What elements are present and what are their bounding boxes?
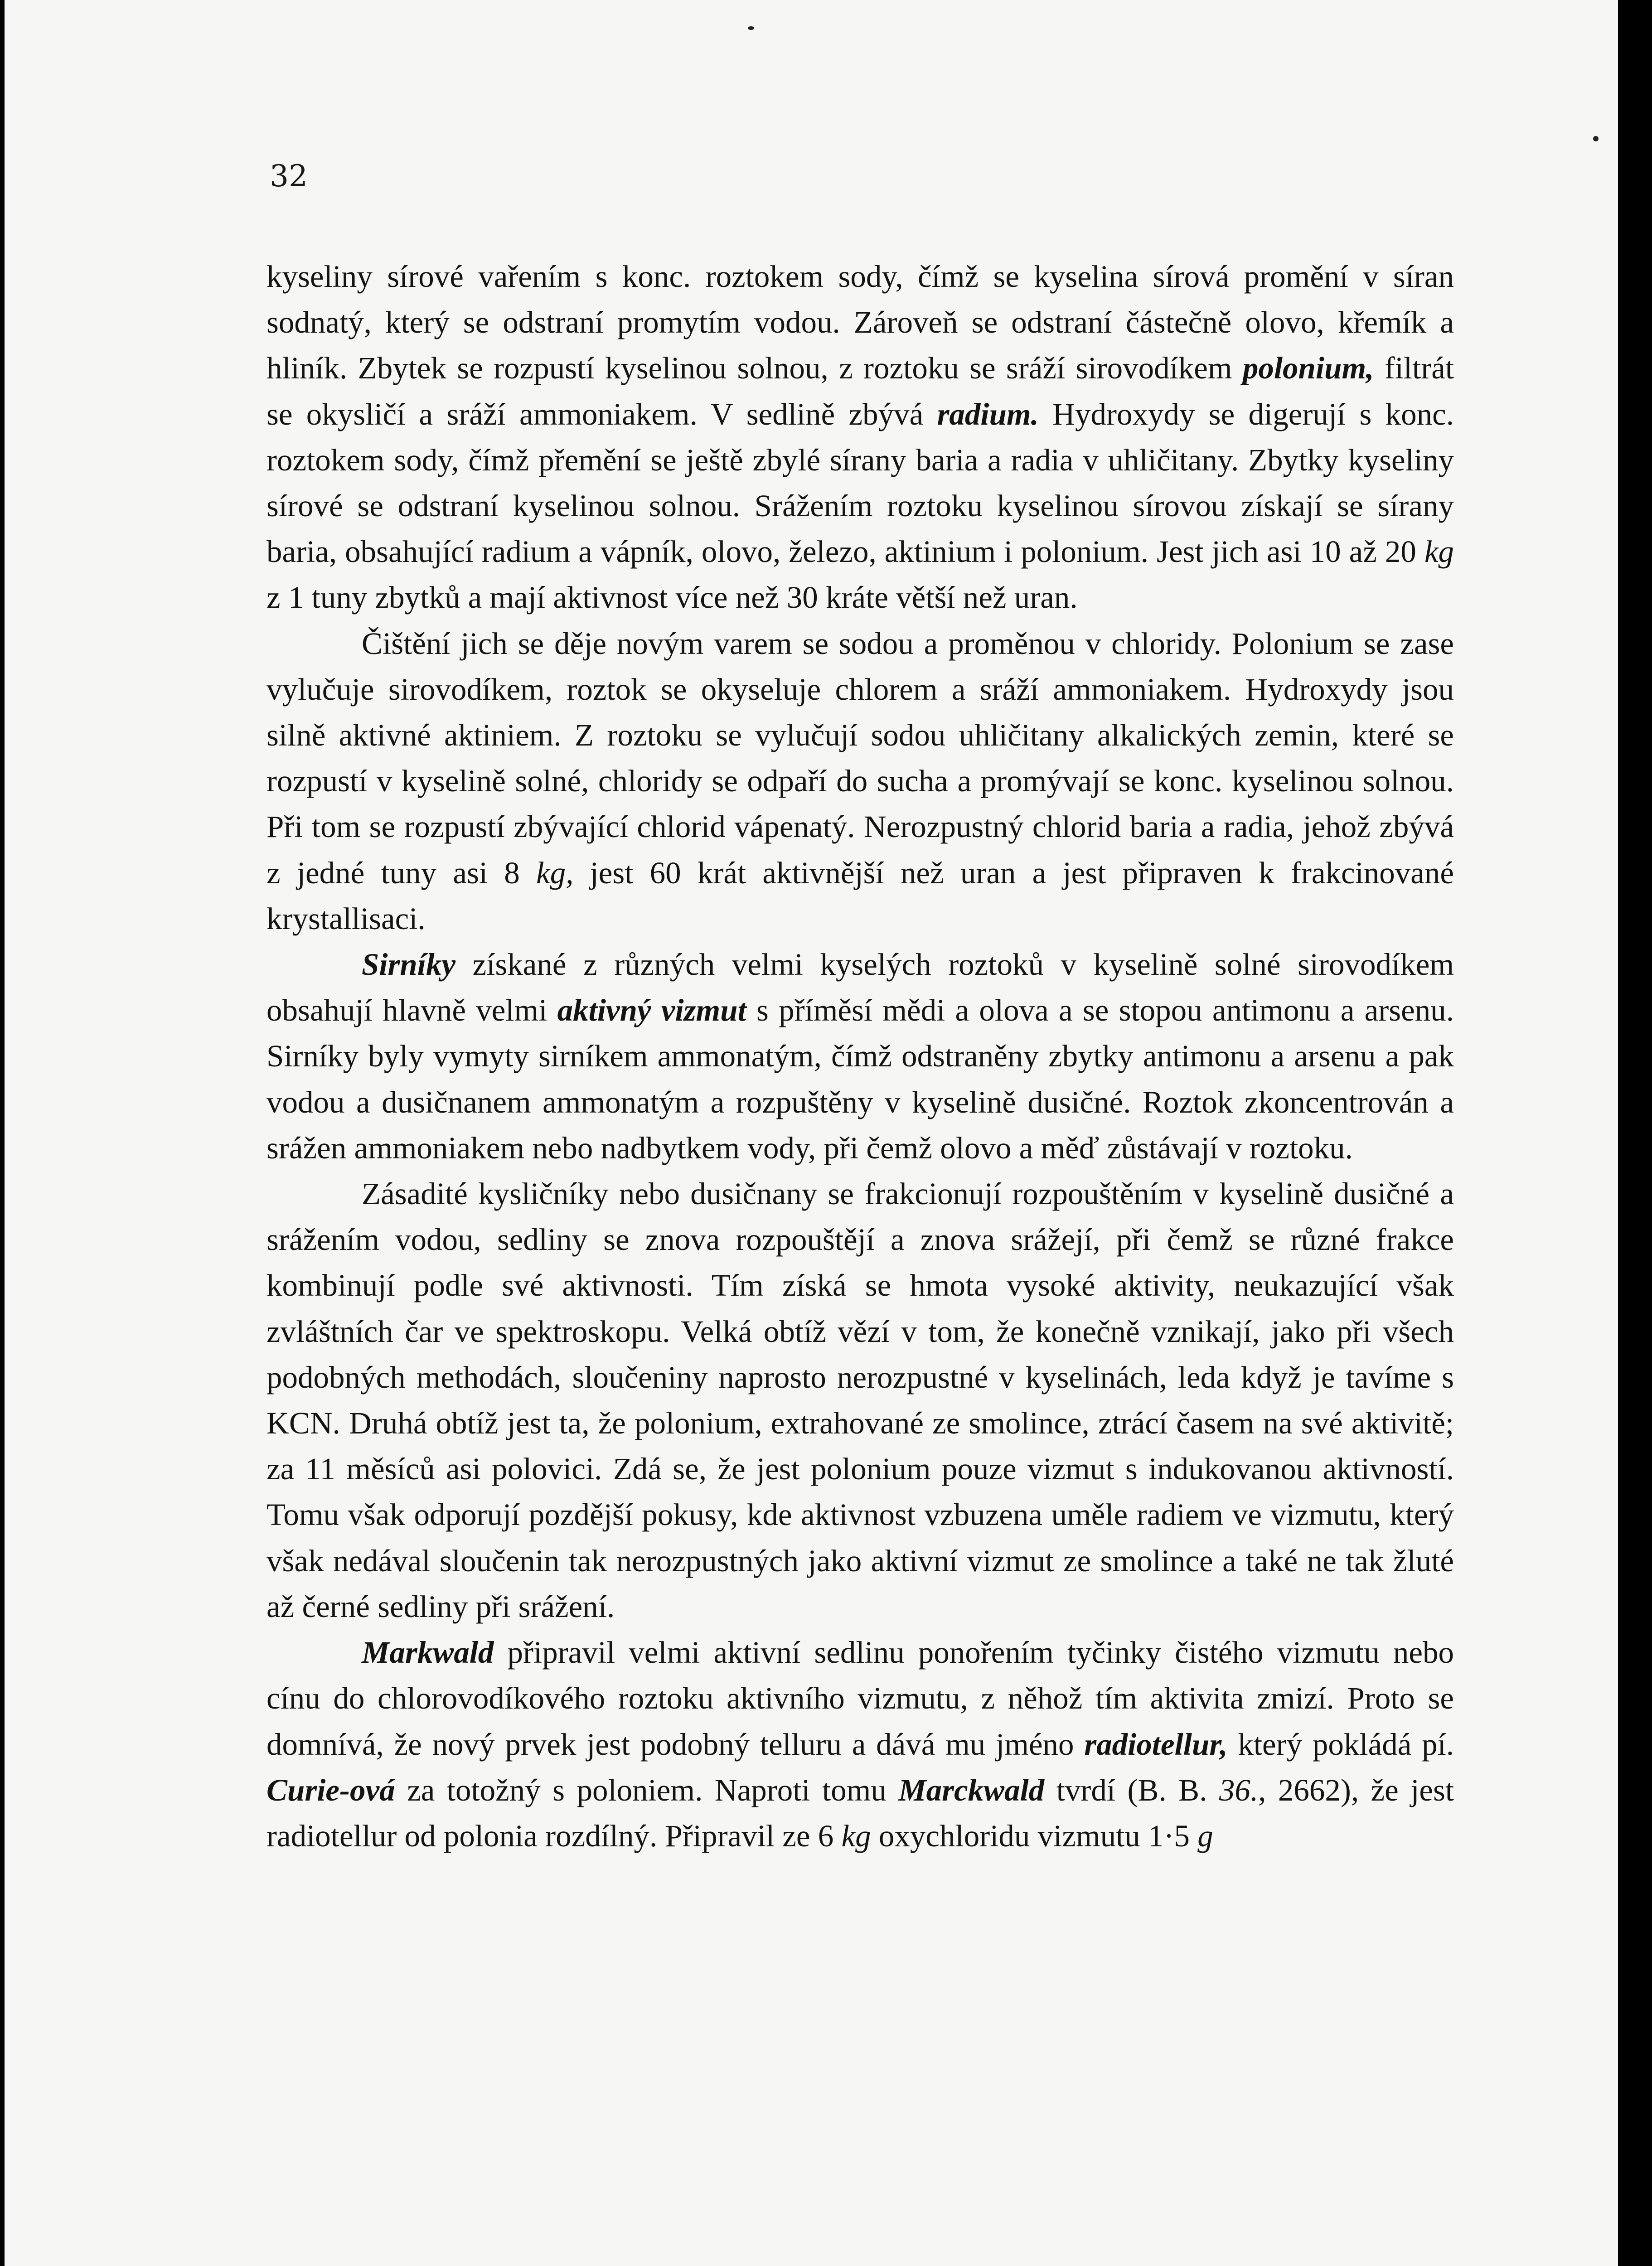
emphasis-text: polonium, — [1242, 351, 1374, 386]
emphasis-text: radiotellur, — [1084, 1727, 1228, 1762]
text-run: kyseliny sírové vařením s konc. roztokem sody, čímž se kyselina sírová promění v síran sodnatý, který se odstraní promytím vodou. Zároveň se odstraní částečně olovo, křemík a hliník. Zbytek se rozpustí kyselinou solnou, z roztoku se sráží sirovodíkem — [266, 259, 1454, 386]
paragraph-p2 — [266, 621, 1454, 942]
text-run: Hydroxydy se digerují s konc. roztokem sody, čímž přemění se ještě zbylé sírany baria a radia v uhličitany. Zbytky kyseliny sírové se odstraní kyselinou solnou. Srážením roztoku kyselinou sírovou získají se sírany baria, obsahující radium a vápník, olovo, železo, aktinium i polonium. Jest jich asi 10 až 20 — [266, 397, 1454, 569]
text-run: Čištění jich se děje novým varem se sodou a proměnou v chloridy. Polonium se zase vylučuje sirovodíkem, roztok se okyseluje chlorem a sráží ammoniakem. Hydroxydy jsou silně aktivné aktiniem. Z roztoku se vylučují sodou uhličitany alkalických zemin, které se rozpustí v kyselině solné, chloridy se odpaří do sucha a promývají se konc. kyselinou solnou. Při tom se rozpustí zbývající chlorid vápenatý. Nerozpustný chlorid baria a radia, jehož zbývá z jedné tuny asi 8 — [266, 626, 1454, 890]
page-number: 32 — [270, 159, 308, 194]
text-run: který pokládá pí. — [1227, 1727, 1454, 1762]
paragraph-p4 — [266, 1171, 1454, 1630]
text-run: z 1 tuny zbytků a mají aktivnost více než 30 kráte větší než uran. — [266, 580, 1078, 615]
italic-text: 36. — [1219, 1772, 1259, 1807]
text-run: tvrdí (B. B. — [1044, 1772, 1219, 1807]
emphasis-text: Marckwald — [898, 1772, 1045, 1807]
text-run: Zásadité kysličníky nebo dusičnany se frakcionují rozpouštěním v kyselině dusičné a srážením vodou, sedliny se znova rozpouštějí a znova srážejí, při čemž se různé frakce kombinují podle své aktivnosti. Tím získá se hmota vysoké aktivity, neukazující však zvláštních čar ve spektroskopu. Velká obtíž vězí v tom, že konečně vznikají, jako při všech podobných methodách, sloučeniny naprosto nerozpustné v kyselinách, leda když je tavíme s KCN. Druhá obtíž jest ta, že polonium, extrahované ze smolince, ztrácí časem na své aktivitě; za 11 měsíců asi polovici. Zdá se, že jest polonium pouze vizmut s indukovanou aktivností. Tomu však odporují pozdější pokusy, kde aktivnost vzbuzena uměle radiem ve vizmutu, který však nedával sloučenin tak nerozpustných jako aktivní vizmut ze smolince a také ne tak žluté až černé sedliny při srážení. — [266, 1177, 1454, 1624]
text-run: s příměsí mědi a olova a se stopou antimonu a arsenu. Sirníky byly vymyty sirníkem ammonatým, čímž odstraněny zbytky antimonu a arsenu a pak vodou a dusičnanem ammonatým a rozpuštěny v kyselině dusičné. Roztok zkoncentrován a srážen ammoniakem nebo nadbytkem vody, při čemž olovo a měď zůstávají v roztoku. — [266, 993, 1454, 1165]
text-run: za totožný s poloniem. Naproti tomu — [395, 1772, 899, 1807]
emphasis-text: Markwald — [362, 1635, 494, 1670]
paragraph-p3 — [266, 942, 1454, 1171]
scan-speck — [1593, 136, 1599, 141]
italic-text: kg, — [536, 855, 574, 890]
text-run: jest 60 krát aktivnější než uran a jest připraven k frakcinované krystallisaci. — [266, 855, 1454, 936]
text-run: získané z různých velmi kyselých roztoků v kyselině solné sirovodíkem obsahují hlavně velmi — [266, 947, 1454, 1028]
italic-text: kg — [1424, 534, 1454, 569]
text-run: , 2662), že jest radiotellur od polonia rozdílný. Připravil ze 6 — [266, 1772, 1454, 1853]
text-run: filtrát se okysličí a sráží ammoniakem. V sedlině zbývá — [266, 351, 1454, 431]
book-page — [5, 0, 1618, 2266]
text-run: připravil velmi aktivní sedlinu ponořením tyčinky čistého vizmutu nebo cínu do chlorovodíkového roztoku aktivního vizmutu, z něhož tím aktivita zmizí. Proto se domnívá, že nový prvek jest podobný telluru a dává mu jméno — [266, 1635, 1454, 1762]
emphasis-text: Curie-ová — [266, 1772, 395, 1807]
scan-speck — [748, 26, 754, 30]
emphasis-text: Sirníky — [362, 947, 456, 982]
body-text — [266, 254, 1454, 1859]
emphasis-text: aktivný vizmut — [557, 993, 746, 1028]
italic-text: g — [1197, 1818, 1213, 1853]
paragraph-p1 — [266, 254, 1454, 621]
paragraph-p5 — [266, 1630, 1454, 1859]
emphasis-text: radium. — [937, 397, 1039, 431]
text-run: oxychloridu vizmutu 1·5 — [871, 1818, 1198, 1853]
italic-text: kg — [841, 1818, 871, 1853]
